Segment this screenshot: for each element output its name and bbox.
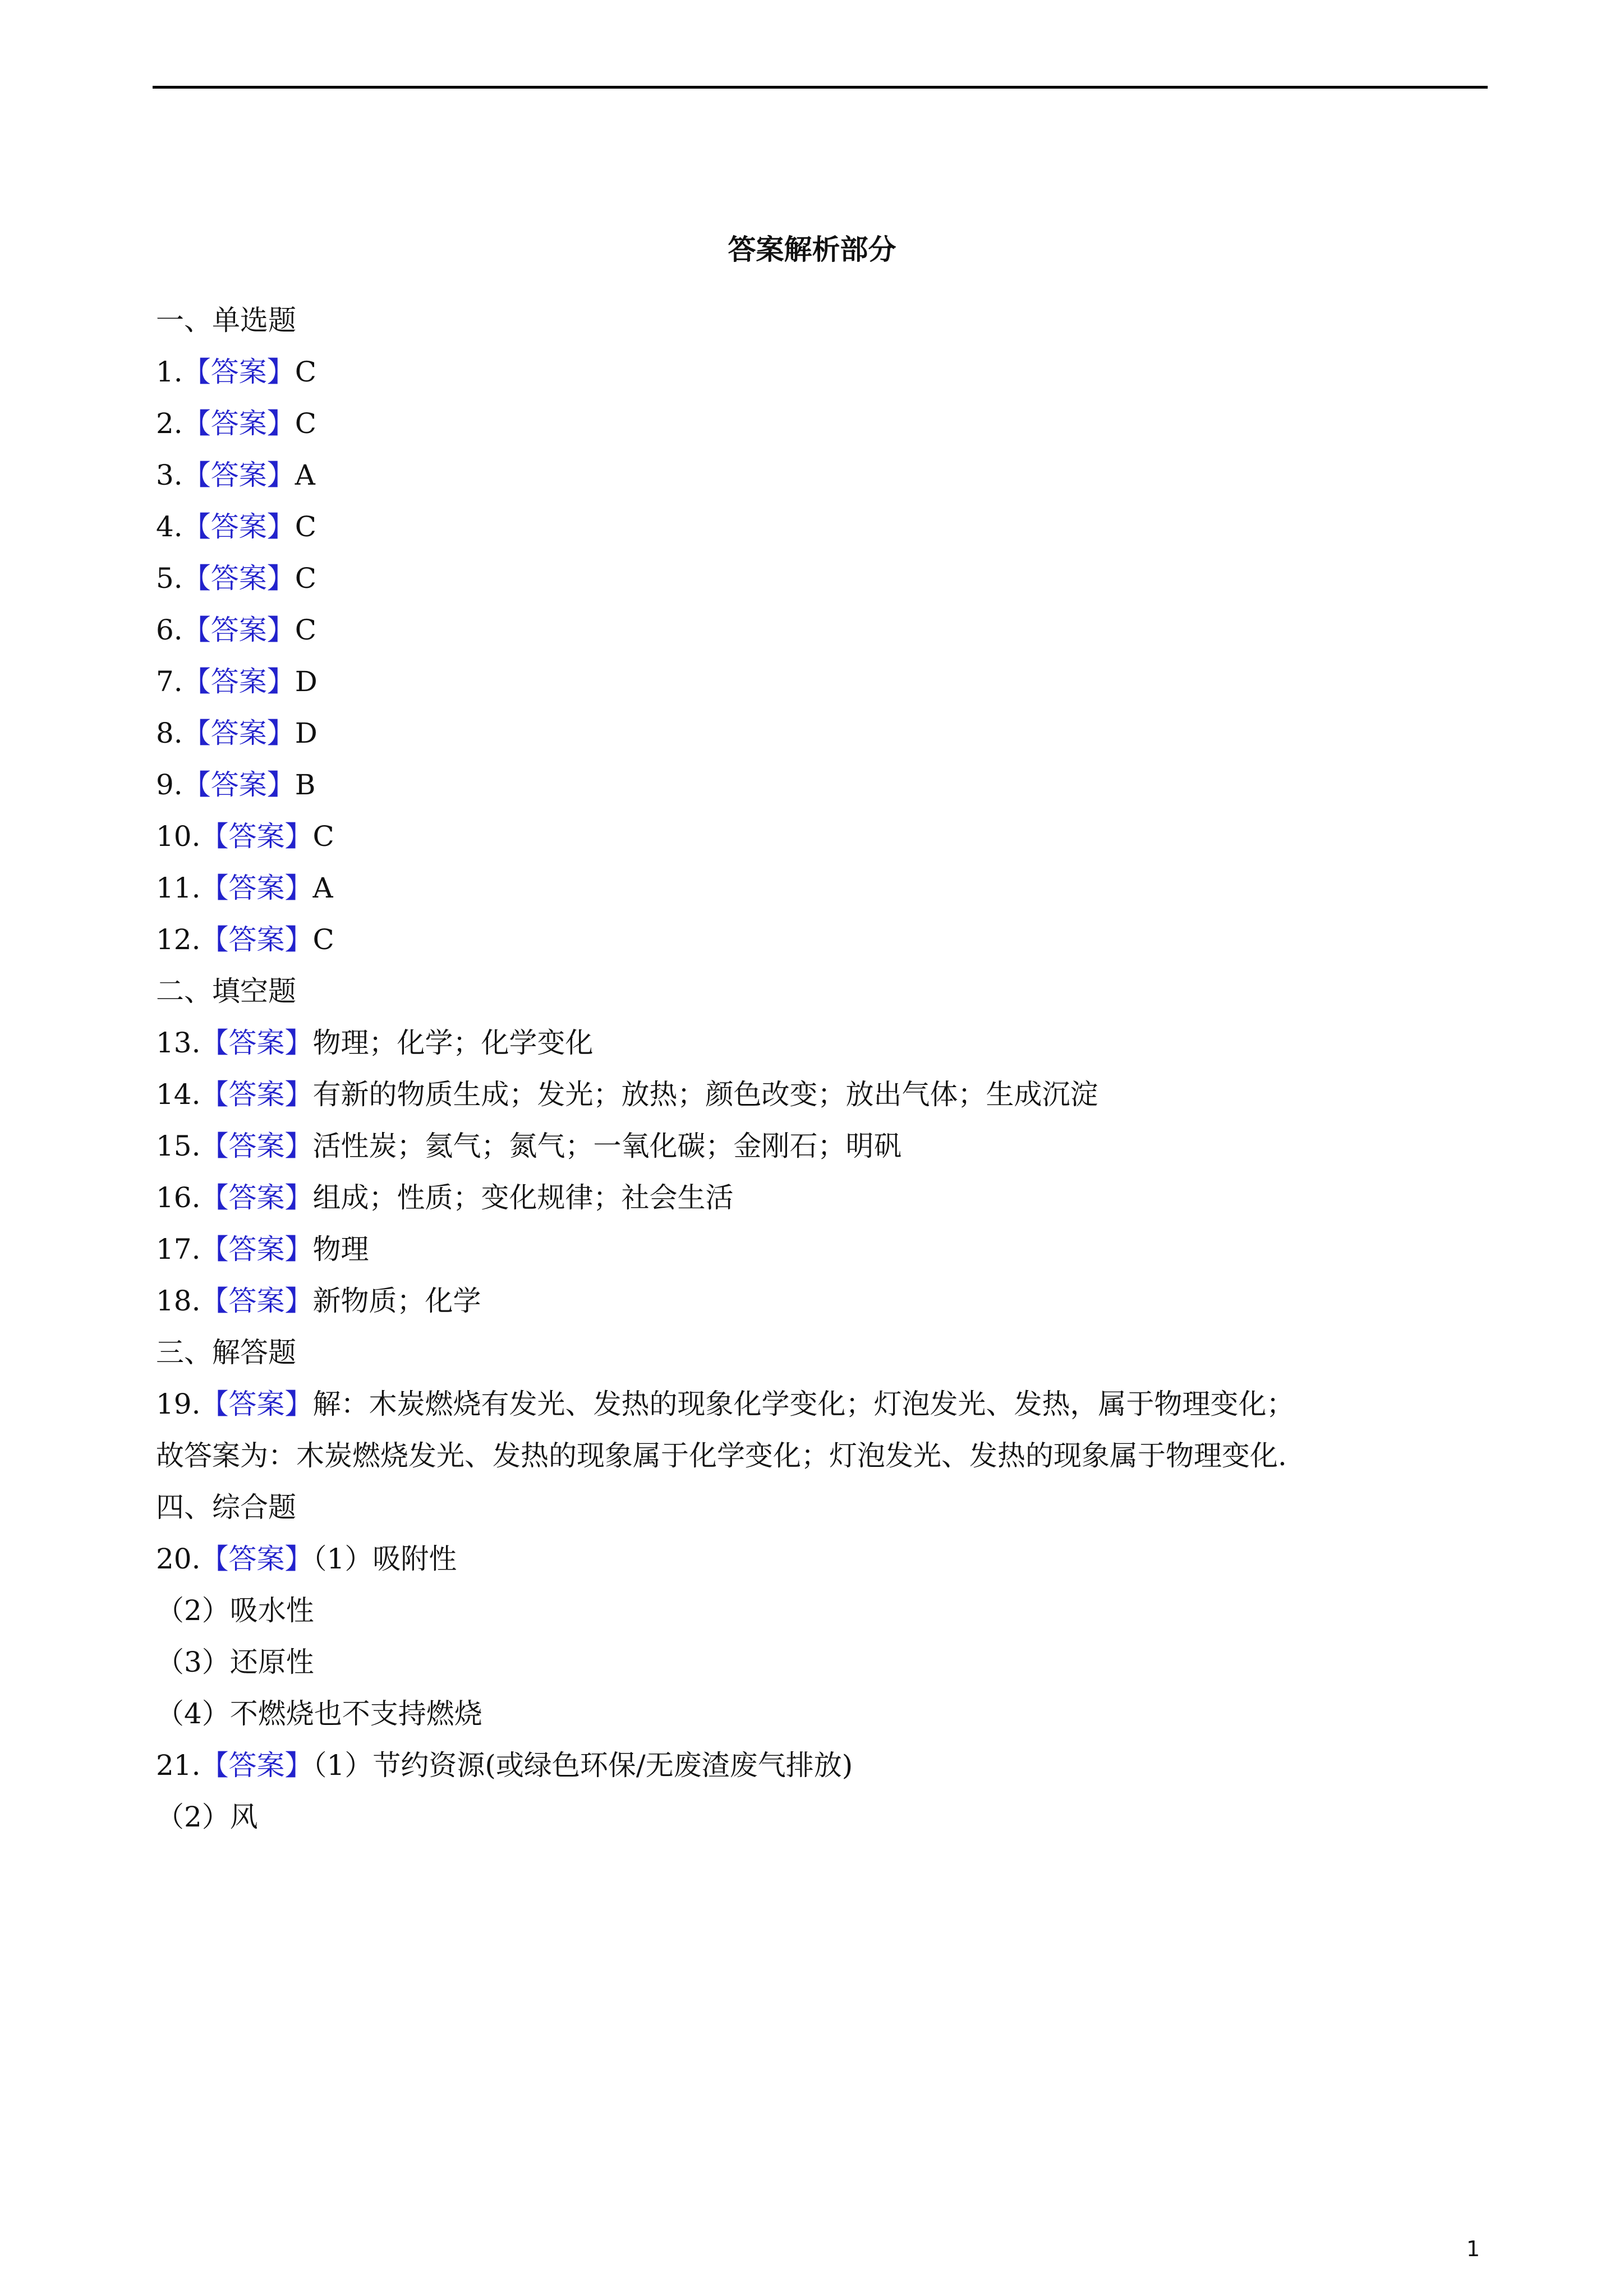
question-number: 5.: [156, 562, 183, 595]
answer-item: [156, 501, 1491, 553]
answer-tag: 【答案】: [182, 356, 295, 388]
page-number: 1: [1466, 2237, 1480, 2261]
answer-text: A: [312, 872, 333, 904]
answer-text: D: [295, 717, 318, 749]
answer-item: [156, 1533, 1491, 1585]
answer-tag: 【答案】: [200, 820, 313, 853]
answer-continuation: （3）还原性: [156, 1646, 314, 1678]
answer-tag: 【答案】: [200, 1388, 313, 1420]
answer-text: 物理: [312, 1233, 369, 1266]
section-heading: 三、解答题: [156, 1336, 296, 1369]
answer-text: 活性炭；氦气；氮气；一氧化碳；金刚石；明矾: [312, 1130, 902, 1162]
question-number: 2.: [156, 407, 183, 440]
section-heading: 二、填空题: [156, 975, 296, 1007]
answer-item: [156, 914, 1491, 965]
answer-item: [156, 1120, 1491, 1172]
answer-tag: 【答案】: [182, 407, 295, 440]
page-title: 答案解析部分: [728, 233, 896, 266]
answer-continuation: 故答案为：木炭燃烧发光、发热的现象属于化学变化；灯泡发光、发热的现象属于物理变化.: [156, 1439, 1287, 1472]
answer-item: [156, 346, 1491, 398]
answer-item: [156, 1378, 1491, 1430]
answer-item: [156, 449, 1491, 501]
answer-tag: 【答案】: [200, 1285, 313, 1317]
question-number: 11.: [156, 872, 201, 904]
answer-item: [156, 811, 1491, 862]
question-number: 17.: [156, 1233, 201, 1266]
question-number: 4.: [156, 510, 183, 543]
answer-text: C: [295, 614, 316, 646]
question-number: 16.: [156, 1181, 201, 1214]
answer-tag: 【答案】: [182, 769, 295, 801]
question-number: 7.: [156, 665, 183, 698]
question-number: 9.: [156, 769, 183, 801]
answer-item: [156, 862, 1491, 914]
answer-continuation: （2）吸水性: [156, 1594, 314, 1627]
answer-item: [156, 707, 1491, 759]
answer-item: [156, 1740, 1491, 1791]
question-number: 18.: [156, 1285, 201, 1317]
answer-tag: 【答案】: [182, 614, 295, 646]
answer-item: [156, 1172, 1491, 1223]
answer-item: [156, 553, 1491, 604]
answer-tag: 【答案】: [182, 459, 295, 491]
answer-text: 新物质；化学: [312, 1285, 481, 1317]
question-number: 12.: [156, 923, 201, 956]
answer-text: C: [295, 407, 316, 440]
answer-text: D: [295, 665, 318, 698]
answer-text: C: [312, 923, 334, 956]
question-number: 6.: [156, 614, 183, 646]
section-heading: 四、综合题: [156, 1491, 296, 1524]
answer-text: 有新的物质生成；发光；放热；颜色改变；放出气体；生成沉淀: [312, 1078, 1098, 1111]
section-heading: 一、单选题: [156, 304, 296, 337]
question-number: 15.: [156, 1130, 201, 1162]
question-number: 1.: [156, 356, 183, 388]
answer-text: （1）吸附性: [312, 1543, 457, 1575]
question-number: 13.: [156, 1027, 201, 1059]
answer-tag: 【答案】: [200, 1543, 313, 1575]
answer-content: [156, 295, 1491, 1843]
answer-tag: 【答案】: [200, 1749, 313, 1782]
header-rule: [153, 86, 1488, 89]
answer-item: [156, 1069, 1491, 1120]
answer-tag: 【答案】: [200, 1181, 313, 1214]
answer-text: C: [295, 510, 316, 543]
answer-tag: 【答案】: [200, 1078, 313, 1111]
answer-tag: 【答案】: [200, 1233, 313, 1266]
answer-item: [156, 1017, 1491, 1069]
answer-item: [156, 759, 1491, 811]
question-number: 3.: [156, 459, 183, 491]
answer-text: 解：木炭燃烧有发光、发热的现象化学变化；灯泡发光、发热，属于物理变化；: [312, 1388, 1295, 1420]
answer-tag: 【答案】: [200, 1027, 313, 1059]
answer-item: [156, 604, 1491, 656]
question-number: 10.: [156, 820, 201, 853]
answer-tag: 【答案】: [200, 923, 313, 956]
answer-tag: 【答案】: [200, 872, 313, 904]
answer-item: [156, 1275, 1491, 1327]
answer-text: C: [295, 356, 316, 388]
question-number: 19.: [156, 1388, 201, 1420]
answer-item: [156, 398, 1491, 449]
answer-text: C: [312, 820, 334, 853]
answer-item: [156, 1223, 1491, 1275]
question-number: 8.: [156, 717, 183, 749]
answer-text: 物理；化学；化学变化: [312, 1027, 594, 1059]
answer-item: [156, 656, 1491, 707]
question-number: 20.: [156, 1543, 201, 1575]
answer-tag: 【答案】: [182, 562, 295, 595]
answer-text: （1）节约资源(或绿色环保/无废渣废气排放): [312, 1749, 853, 1782]
answer-tag: 【答案】: [200, 1130, 313, 1162]
answer-text: A: [295, 459, 315, 491]
answer-tag: 【答案】: [182, 510, 295, 543]
answer-continuation: （4）不燃烧也不支持燃烧: [156, 1697, 482, 1730]
answer-text: C: [295, 562, 316, 595]
answer-text: 组成；性质；变化规律；社会生活: [312, 1181, 734, 1214]
answer-tag: 【答案】: [182, 717, 295, 749]
question-number: 14.: [156, 1078, 201, 1111]
question-number: 21.: [156, 1749, 201, 1782]
answer-continuation: （2）风: [156, 1801, 258, 1833]
answer-tag: 【答案】: [182, 665, 295, 698]
answer-text: B: [295, 769, 316, 801]
